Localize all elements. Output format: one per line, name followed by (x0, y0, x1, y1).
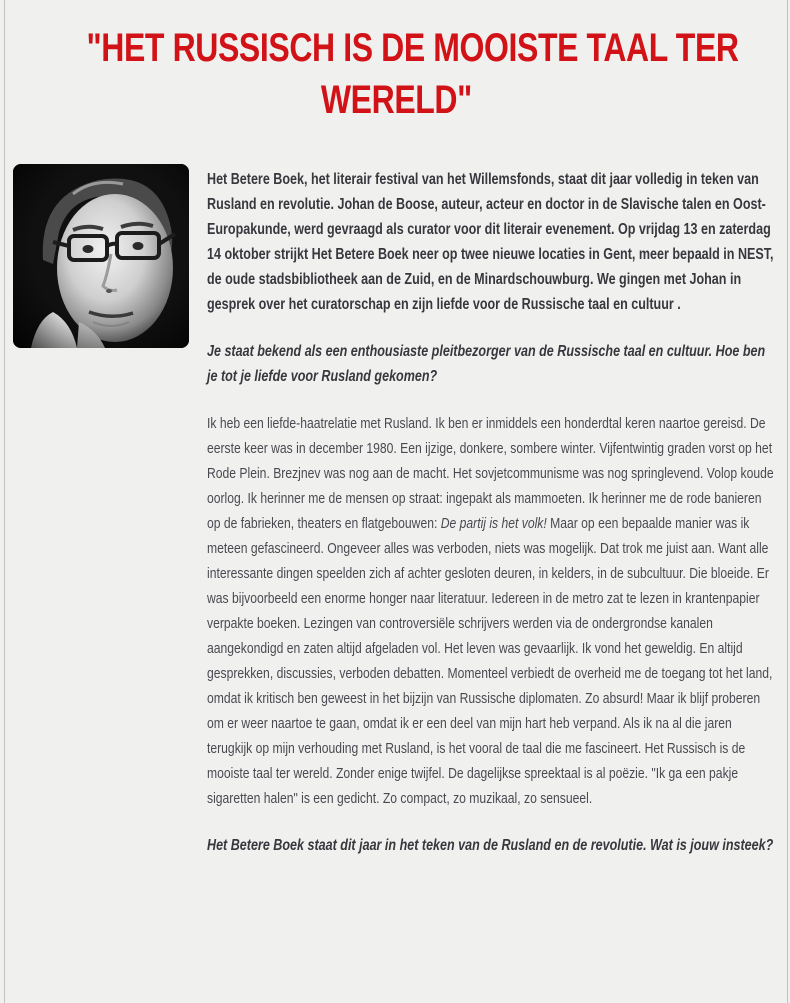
article-body (5, 164, 787, 858)
answer-1-italic-phrase: De partij is het volk! (440, 515, 547, 532)
intro-paragraph: Het Betere Boek, het literair festival van het Willemsfonds, staat dit jaar volledig in teken van Rusland en revolutie. Johan de Boose, auteur, acteur en doctor in de Slavische talen en Oost-Europakunde, werd gevraagd als curator voor dit literair evenement. Op vrijdag 13 en zaterdag 14 oktober strijkt Het Betere Boek neer op twee nieuwe locaties in Gent, meer bepaald in NEST, de oude stadsbibliotheek aan de Zuid, en de Minardschouwburg. We gingen met Johan in gesprek over het curatorschap en zijn liefde voor de Russische taal en cultuur . (207, 171, 774, 313)
page-title-line-1: "HET RUSSISCH IS DE MOOISTE TAAL TER (86, 26, 739, 70)
answer-1-segment-2: Maar op een bepaalde manier was ik meteen gefascineerd. Ongeveer alles was verboden, niets was mogelijk. Dat trok me juist aan. Want alle interessante dingen speelden zich af achter gesloten deuren, in kelders, in de subcultuur. Die bloeide. Er was bijvoorbeeld een enorme honger naar literatuur. Iedereen in de metro zat te lezen in krantenpapier verpakte boeken. Lezingen van controversiële schrijvers werden via de ondergrondse kanalen aangekondigd en zaten altijd afgeladen vol. Het leven was gevaarlijk. Ik vond het geweldig. En altijd gesprekken, discussies, verboden debatten. Momenteel verbiedt de overheid me de toegang tot het land, omdat ik kritisch ben geweest in het bijzijn van Russische diplomaten. Zo absurd! Maar ik blijf proberen om er weer naartoe te gaan, omdat ik er een deel van mijn hart heb verpand. Als ik na al die jaren terugkijk op mijn verhouding met Rusland, is het vooral de taal die me fascineert. Het Russisch is de mooiste taal ter wereld. Zonder enige twijfel. De dagelijkse spreektaal is al poëzie. "Ik ga een pakje sigaretten halen" is een gedicht. Zo compact, zo muzikaal, zo sensueel. (207, 515, 773, 807)
answer-1-segment-1: Ik heb een liefde-haatrelatie met Rusland. Ik ben er inmiddels een honderdtal keren naartoe gereisd. De eerste keer was in december 1980. Een ijzige, donkere, sombere winter. Vijfentwintig graden vorst op het Rode Plein. Brezjnev was nog aan de macht. Het sovjetcommunisme was nog springlevend. Volop koude oorlog. Ik herinner me de mensen op straat: ingepakt als mammoeten. Ik herinner me de rode banieren op de fabrieken, theaters en flatgebouwen: (207, 415, 774, 532)
portrait-photo (13, 164, 189, 348)
page-title (5, 22, 787, 126)
question-1: Je staat bekend als een enthousiaste pleitbezorger van de Russische taal en cultuur. Hoe ben je tot je liefde voor Rusland gekomen? (207, 343, 766, 385)
answer-1 (207, 411, 774, 811)
article-text-column (207, 164, 774, 858)
portrait-illustration (13, 164, 189, 348)
question-2: Het Betere Boek staat dit jaar in het teken van de Rusland en de revolutie. Wat is jouw insteek? (207, 837, 774, 854)
article-page (4, 0, 788, 1003)
page-title-line-2: WERELD" (320, 78, 472, 122)
